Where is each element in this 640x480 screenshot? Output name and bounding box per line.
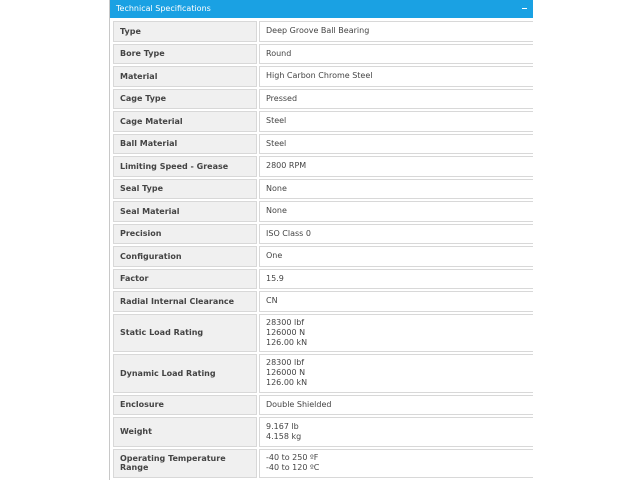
spec-label: Factor [113, 269, 257, 290]
spec-label: Material [113, 66, 257, 87]
spec-value: Double Shielded [259, 395, 533, 416]
spec-row-enclosure [113, 395, 533, 416]
spec-row-ball-material [113, 134, 533, 155]
spec-value: 28300 lbf 126000 N 126.00 kN [259, 314, 533, 353]
spec-value: Deep Groove Ball Bearing [259, 21, 533, 42]
spec-label: Configuration [113, 246, 257, 267]
spec-value: ISO Class 0 [259, 224, 533, 245]
spec-row-cage-type [113, 89, 533, 110]
spec-value: 15.9 [259, 269, 533, 290]
spec-row-radial-internal-clearance [113, 291, 533, 312]
spec-label: Type [113, 21, 257, 42]
spec-row-static-load-rating [113, 314, 533, 353]
spec-row-weight [113, 417, 533, 447]
spec-row-operating-temperature-range [113, 449, 533, 479]
spec-value: None [259, 179, 533, 200]
spec-row-dynamic-load-rating [113, 354, 533, 393]
spec-row-cage-material [113, 111, 533, 132]
spec-label: Weight [113, 417, 257, 447]
spec-row-limiting-speed-grease [113, 156, 533, 177]
spec-row-precision [113, 224, 533, 245]
spec-row-bore-type [113, 44, 533, 65]
spec-value: 28300 lbf 126000 N 126.00 kN [259, 354, 533, 393]
spec-value: Steel [259, 111, 533, 132]
spec-label: Operating Temperature Range [113, 449, 257, 479]
panel-title: Technical Specifications [116, 4, 211, 13]
spec-label: Seal Material [113, 201, 257, 222]
spec-row-type [113, 21, 533, 42]
spec-label: Seal Type [113, 179, 257, 200]
spec-label: Static Load Rating [113, 314, 257, 353]
spec-value: None [259, 201, 533, 222]
technical-specifications-panel [109, 0, 533, 480]
spec-row-seal-type [113, 179, 533, 200]
spec-label: Precision [113, 224, 257, 245]
spec-value: Pressed [259, 89, 533, 110]
minus-icon[interactable] [521, 0, 529, 18]
spec-label: Dynamic Load Rating [113, 354, 257, 393]
spec-label: Enclosure [113, 395, 257, 416]
spec-value: One [259, 246, 533, 267]
spec-value: Steel [259, 134, 533, 155]
spec-value: 2800 RPM [259, 156, 533, 177]
spec-row-configuration [113, 246, 533, 267]
spec-label: Cage Type [113, 89, 257, 110]
spec-row-material [113, 66, 533, 87]
spec-row-factor [113, 269, 533, 290]
spec-value: Round [259, 44, 533, 65]
spec-value: 9.167 lb 4.158 kg [259, 417, 533, 447]
spec-label: Radial Internal Clearance [113, 291, 257, 312]
spec-value: -40 to 250 ºF -40 to 120 ºC [259, 449, 533, 479]
spec-row-seal-material [113, 201, 533, 222]
spec-label: Bore Type [113, 44, 257, 65]
panel-header[interactable] [110, 0, 533, 18]
spec-label: Limiting Speed - Grease [113, 156, 257, 177]
spec-value: High Carbon Chrome Steel [259, 66, 533, 87]
spec-table [113, 21, 533, 480]
spec-label: Ball Material [113, 134, 257, 155]
spec-value: CN [259, 291, 533, 312]
spec-label: Cage Material [113, 111, 257, 132]
